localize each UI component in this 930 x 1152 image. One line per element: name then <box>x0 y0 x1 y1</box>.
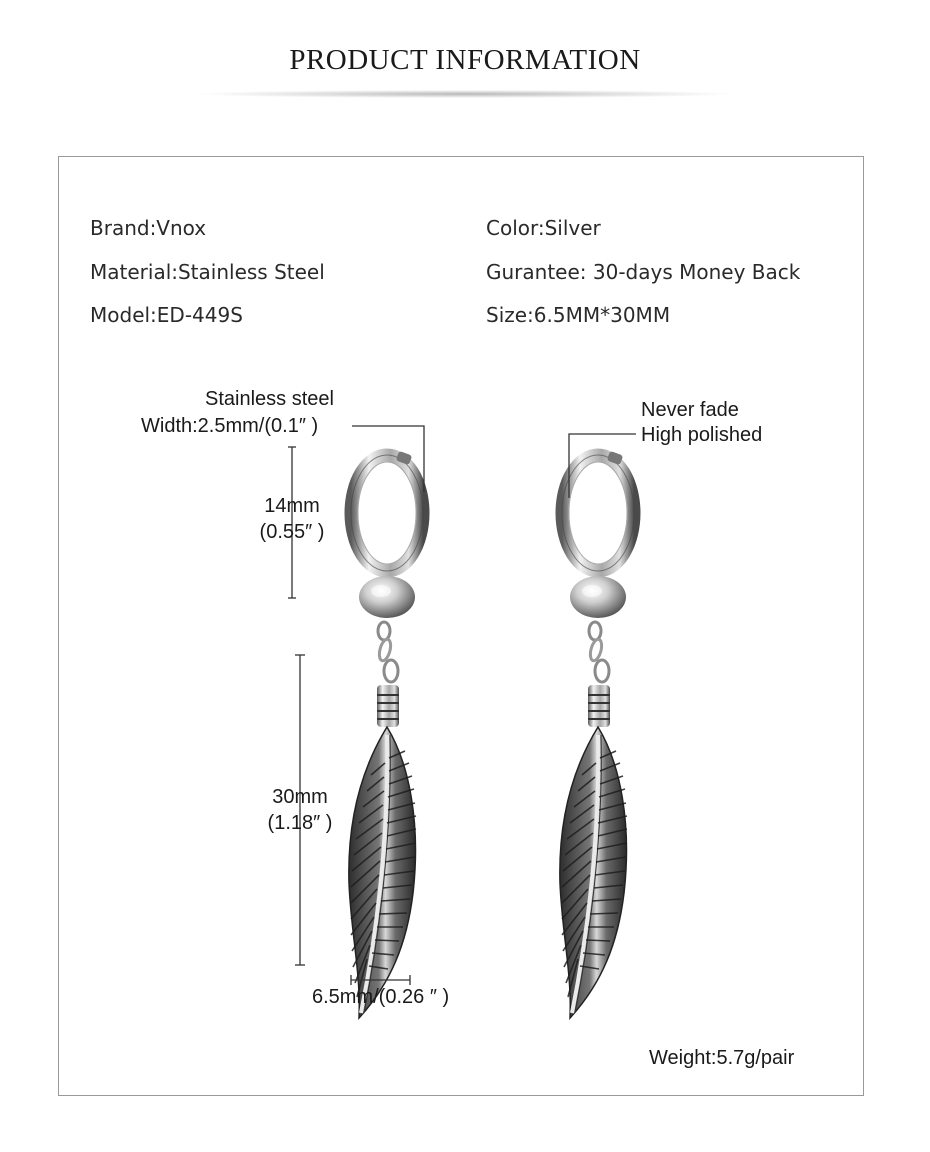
width-callout: Width:2.5mm/(0.1″ ) <box>141 415 319 437</box>
weight-label: Weight:5.7g/pair <box>649 1047 795 1069</box>
spec-brand: Brand:Vnox <box>90 216 207 240</box>
page-title: PRODUCT INFORMATION <box>289 44 641 76</box>
pendant-length-mm: 30mm <box>272 786 328 808</box>
material-callout: Stainless steel <box>205 388 334 410</box>
never-fade-callout: Never fade <box>641 399 739 421</box>
spec-size: Size:6.5MM*30MM <box>486 303 671 327</box>
high-polished-callout: High polished <box>641 424 763 446</box>
spec-material: Material:Stainless Steel <box>90 260 325 284</box>
earring-left <box>349 451 423 1018</box>
hoop-height-mm: 14mm <box>264 495 320 517</box>
hoop-height-in: (0.55″ ) <box>259 521 325 543</box>
spec-color: Color:Silver <box>486 216 601 240</box>
spec-guarantee: Gurantee: 30-days Money Back <box>486 260 801 284</box>
pendant-length-in: (1.18″ ) <box>267 812 333 834</box>
earring-right <box>560 451 634 1018</box>
spec-model: Model:ED-449S <box>90 303 243 327</box>
pendant-width-label: 6.5mm/(0.26 ″ ) <box>312 986 450 1008</box>
